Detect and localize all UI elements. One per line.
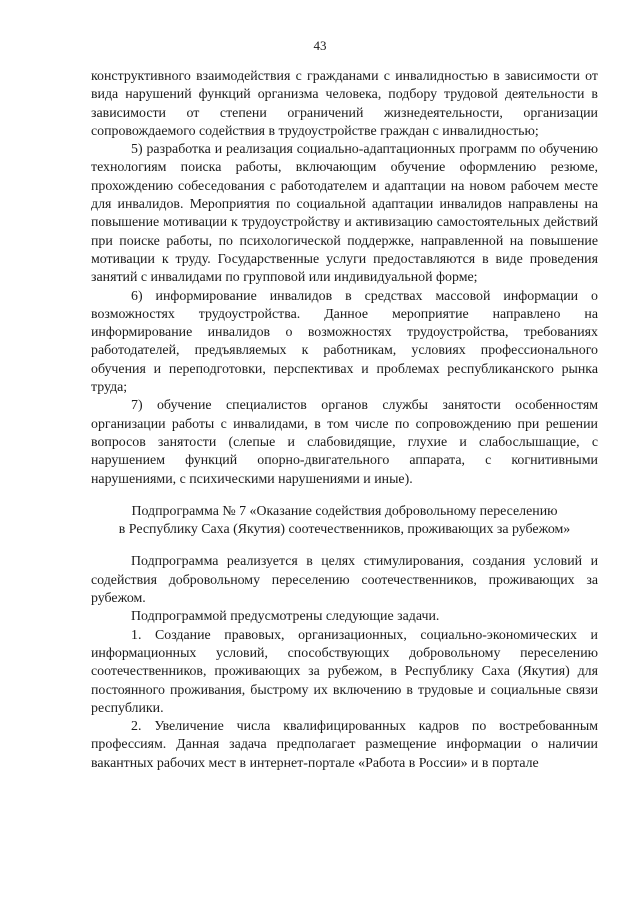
paragraph-item-7: 7) обучение специалистов органов службы занятости особенностям организации работы с инвалидами, в том числе по сопровождению при решении вопросов занятости (слепые и слабовидящие, глухие и слабослышащие, с нарушением функций опорно-двигательного аппарата, с когнитивными нарушениями, с психическими нарушениями и иные).	[91, 398, 598, 487]
subprogram-heading	[91, 503, 598, 540]
paragraph-task-1: 1. Создание правовых, организационных, социально-экономических и информационных условий, способствующих добровольному переселению соотечественников, проживающих за рубежом, в Республику Саха (Якутия) для постоянного проживания, быстрому их включению в трудовые и социальные связи республики.	[91, 627, 598, 716]
paragraph-tasks-intro: Подпрограммой предусмотрены следующие задачи.	[131, 609, 440, 625]
paragraph-continuation: конструктивного взаимодействия с гражданами с инвалидностью в зависимости от вида нарушений функций организма человека, подбору трудовой деятельности в зависимости от степени ограничений жизнедеятельности, организации сопровождаемого содействия в трудоустройстве граждан с инвалидностью;	[91, 69, 598, 139]
subprogram-heading-line1: Подпрограмма № 7 «Оказание содействия добровольному переселению	[131, 503, 558, 519]
page-number: 43	[313, 38, 327, 53]
subprogram-heading-line2: в Республику Саха (Якутия) соотечественников, проживающих за рубежом»	[118, 522, 571, 538]
paragraph-goal: Подпрограмма реализуется в целях стимулирования, создания условий и содействия добровольному переселению соотечественников, проживающих за рубежом.	[91, 554, 598, 607]
document-body	[91, 68, 598, 773]
paragraph-item-5: 5) разработка и реализация социально-адаптационных программ по обучению технологиям поиска работы, включающим обучение оформлению резюме, прохождению собеседования с работодателем и адаптации на новом рабочем месте для инвалидов. Мероприятия по социальной адаптации инвалидов направлены на повышение мотивации к трудоустройству и активизацию самостоятельных действий при поиске работы, по психологической поддержке, направленной на повышение мотивации к труду. Государственные услуги предоставляются в виде проведения занятий с инвалидами по групповой или индивидуальной форме;	[91, 142, 598, 286]
paragraph-task-2: 2. Увеличение числа квалифицированных кадров по востребованным профессиям. Данная задача предполагает размещение информации о наличии вакантных рабочих мест в интернет-портале «Работа в России» и в портале	[91, 719, 598, 771]
paragraph-item-6: 6) информирование инвалидов в средствах массовой информации о возможностях трудоустройства. Данное мероприятие направлено на информирование инвалидов о возможностях трудоустройства, требованиях работодателей, предъявляемых к работникам, условиях профессионального обучения и переподготовки, перспективах и проблемах республиканского рынка труда;	[91, 288, 598, 396]
